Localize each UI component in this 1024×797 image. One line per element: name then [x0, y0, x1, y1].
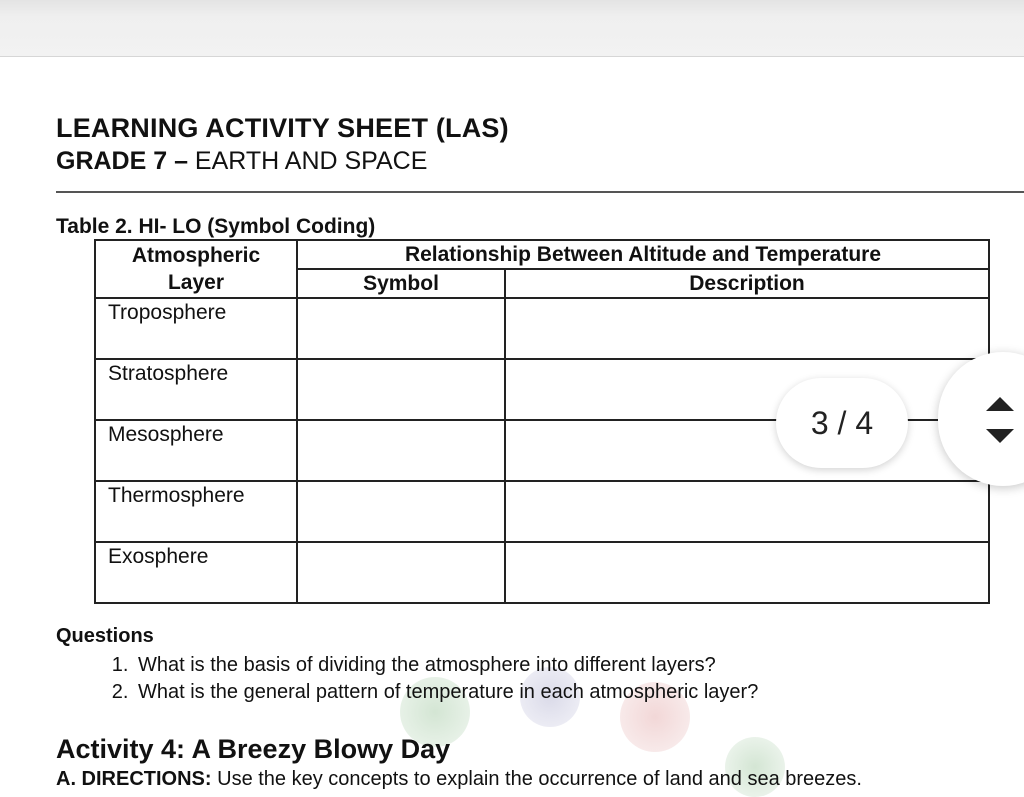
table-row [95, 542, 989, 603]
layer-cell: Stratosphere [95, 359, 297, 420]
subject-label: EARTH AND SPACE [187, 147, 428, 175]
symbol-cell [297, 420, 505, 481]
triangle-up-icon [985, 396, 1015, 412]
header-symbol: Symbol [297, 269, 505, 298]
previous-page-button[interactable] [982, 392, 1018, 416]
symbol-cell [297, 298, 505, 359]
table-row [95, 481, 989, 542]
header-relationship: Relationship Between Altitude and Temperature [297, 240, 989, 269]
questions-list [56, 652, 758, 706]
description-cell [505, 542, 989, 603]
description-cell [505, 298, 989, 359]
activity-directions [56, 768, 862, 791]
header-atmospheric-layer: Atmospheric Layer [95, 240, 297, 298]
directions-label: A. DIRECTIONS: [56, 768, 212, 790]
question-item: 2. What is the general pattern of temperature in each atmospheric layer? [134, 679, 758, 706]
directions-text: Use the key concepts to explain the occurrence of land and sea breezes. [211, 768, 862, 790]
header-divider [56, 191, 1024, 193]
description-cell [505, 359, 989, 420]
layer-cell: Exosphere [95, 542, 297, 603]
header-description: Description [505, 269, 989, 298]
document-subtitle [56, 147, 427, 176]
layer-cell: Thermosphere [95, 481, 297, 542]
next-page-button[interactable] [982, 424, 1018, 448]
question-item: 1. What is the basis of dividing the atmosphere into different layers? [134, 652, 758, 679]
page-indicator: 3 / 4 [776, 378, 908, 468]
document-title: LEARNING ACTIVITY SHEET (LAS) [56, 113, 509, 143]
table-row [95, 298, 989, 359]
triangle-down-icon [985, 428, 1015, 444]
grade-label: GRADE 7 – [56, 147, 188, 175]
description-cell [505, 420, 989, 481]
questions-heading: Questions [56, 625, 154, 647]
table-caption: Table 2. HI- LO (Symbol Coding) [56, 215, 376, 238]
description-cell [505, 481, 989, 542]
symbol-cell [297, 481, 505, 542]
activity-title: Activity 4: A Breezy Blowy Day [56, 734, 451, 764]
viewer-top-bar [0, 0, 1024, 57]
symbol-cell [297, 359, 505, 420]
symbol-cell [297, 542, 505, 603]
layer-cell: Mesosphere [95, 420, 297, 481]
layer-cell: Troposphere [95, 298, 297, 359]
